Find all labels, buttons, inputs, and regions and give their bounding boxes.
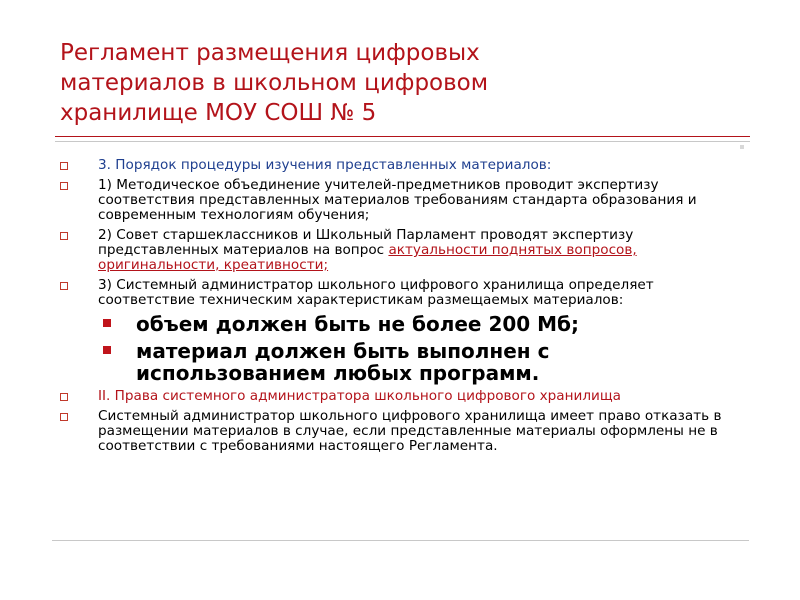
sub-list-item [58, 340, 738, 384]
hollow-square-bullet-icon [60, 182, 68, 190]
item-text: 3. Порядок процедуры изучения представленных материалов: [98, 157, 552, 173]
list-item [58, 158, 738, 173]
title-divider-red [55, 136, 750, 137]
list-item [58, 228, 738, 273]
slide-title: Регламент размещения цифровых материалов в школьном цифровом хранилище МОУ СОШ № 5 [60, 40, 489, 126]
list-item [58, 409, 738, 454]
hollow-square-bullet-icon [60, 413, 68, 421]
item-text: 3) Системный администратор школьного цифрового хранилища определяет соответствие техническим характеристикам размещаемых материалов: [98, 277, 654, 308]
item-text: II. Права системного администратора школьного цифрового хранилища [98, 388, 622, 404]
title-divider-gray [55, 141, 750, 142]
sub-list-item [58, 313, 738, 335]
corner-mark [740, 145, 744, 149]
list-item [58, 178, 738, 223]
sub-item-text: объем должен быть не более 200 Мб; [136, 312, 580, 336]
list-item [58, 278, 738, 308]
item-text: 1) Методическое объединение учителей-предметников проводит экспертизу соответствия представленных материалов требованиям стандарта образования и современным технологиям обучения; [98, 177, 697, 223]
hollow-square-bullet-icon [60, 282, 68, 290]
hollow-square-bullet-icon [60, 393, 68, 401]
item-text: 2) Совет старшеклассников и Школьный Парламент проводят экспертизу представленных материалов на вопрос [98, 227, 634, 258]
item-text: Системный администратор школьного цифрового хранилища имеет право отказать в размещении материалов в случае, если представленные материалы оформлены не в соответствии с требованиями настоящего Регламента. [98, 408, 722, 454]
filled-square-bullet-icon [103, 346, 111, 354]
content-list [58, 158, 738, 459]
hollow-square-bullet-icon [60, 162, 68, 170]
footer-divider [52, 540, 749, 541]
sub-item-text: материал должен быть выполнен с использованием любых программ. [136, 339, 550, 385]
filled-square-bullet-icon [103, 319, 111, 327]
highlighted-link-text: актуальности поднятых вопросов, оригинальности, креативности; [98, 242, 637, 273]
hollow-square-bullet-icon [60, 232, 68, 240]
list-item [58, 389, 738, 404]
